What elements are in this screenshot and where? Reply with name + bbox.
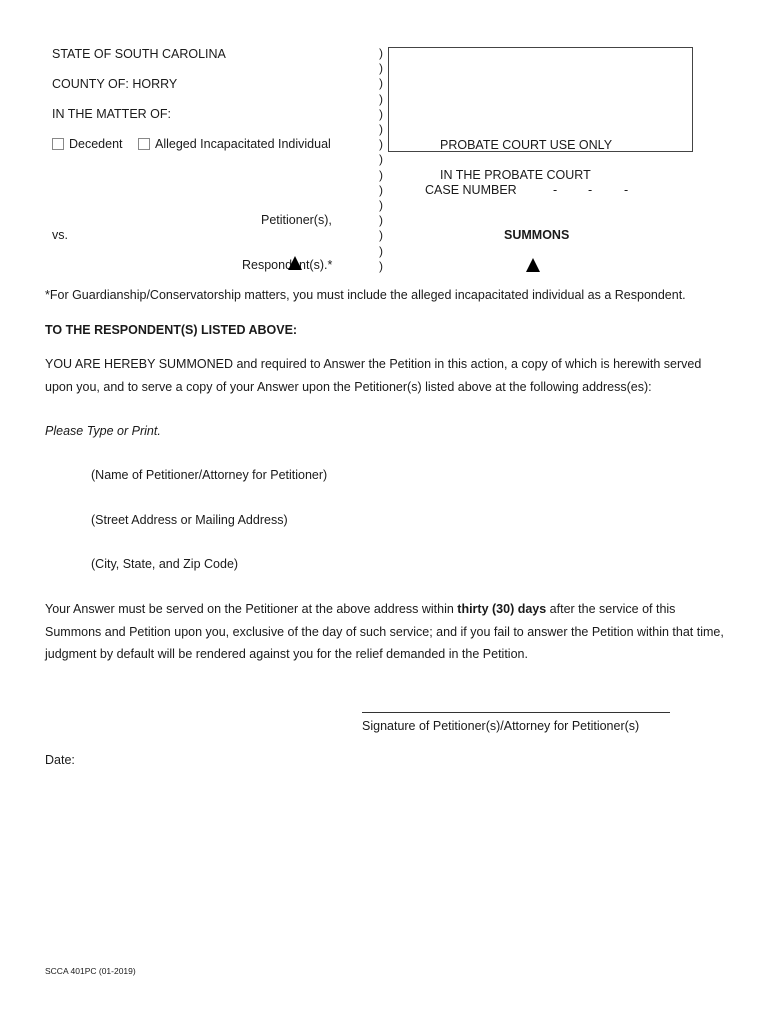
summons-title: SUMMONS — [504, 228, 570, 242]
case-number-label: CASE NUMBER — [425, 183, 517, 197]
vs-label: vs. — [52, 228, 68, 242]
incapacitated-option[interactable] — [138, 137, 331, 151]
answer-paragraph: Your Answer must be served on the Petitioner at the above address within thirty (30) days after the service of this Summons and Petition upon you, exclusive of the day of such service; and if you fail to answer the Petition within that time, judgment by default will be rendered against you for the relief demanded in the Petition. — [45, 602, 724, 661]
field-marker-icon — [288, 256, 302, 270]
name-field-label: (Name of Petitioner/Attorney for Petitioner) — [91, 468, 328, 482]
in-probate-court-label: IN THE PROBATE COURT — [440, 168, 591, 182]
matter-label: IN THE MATTER OF: — [52, 107, 171, 121]
respondents-label: Respondent(s).* — [242, 258, 333, 272]
case-number-dash-3: - — [624, 183, 629, 197]
court-use-only-label: PROBATE COURT USE ONLY — [440, 138, 613, 152]
state-label: STATE OF SOUTH CAROLINA — [52, 47, 226, 61]
decedent-checkbox[interactable] — [52, 138, 64, 150]
incapacitated-label: Alleged Incapacitated Individual — [155, 137, 331, 151]
signature-label: Signature of Petitioner(s)/Attorney for Petitioner(s) — [362, 719, 640, 733]
county-label: COUNTY OF: HORRY — [52, 77, 178, 91]
thirty-days-emphasis: thirty (30) days — [457, 602, 547, 616]
incapacitated-checkbox[interactable] — [138, 138, 150, 150]
case-number-dash-1: - — [553, 183, 558, 197]
court-use-box — [388, 47, 693, 152]
case-number-dash-2: - — [588, 183, 593, 197]
please-type-note: Please Type or Print. — [45, 424, 161, 438]
field-marker-icon — [526, 258, 540, 272]
decedent-option[interactable] — [52, 137, 123, 151]
date-label: Date: — [45, 753, 75, 767]
decedent-label: Decedent — [69, 137, 123, 151]
city-field-label: (City, State, and Zip Code) — [91, 557, 239, 571]
caption-paren-column: ) ) ) ) ) ) ) ) ) ) ) ) ) ) ) — [379, 46, 383, 273]
signature-line — [362, 712, 670, 713]
street-field-label: (Street Address or Mailing Address) — [91, 513, 288, 527]
guardianship-note: *For Guardianship/Conservatorship matters, you must include the alleged incapacitated individual as a Respondent. — [45, 288, 686, 302]
summoned-paragraph: YOU ARE HEREBY SUMMONED and required to Answer the Petition in this action, a copy of which is herewith served upon you, and to serve a copy of your Answer upon the Petitioner(s) listed above at the following address(es): — [45, 357, 702, 394]
to-respondents-heading: TO THE RESPONDENT(S) LISTED ABOVE: — [45, 323, 298, 337]
form-id: SCCA 401PC (01-2019) — [45, 966, 136, 976]
petitioners-label: Petitioner(s), — [261, 213, 332, 227]
